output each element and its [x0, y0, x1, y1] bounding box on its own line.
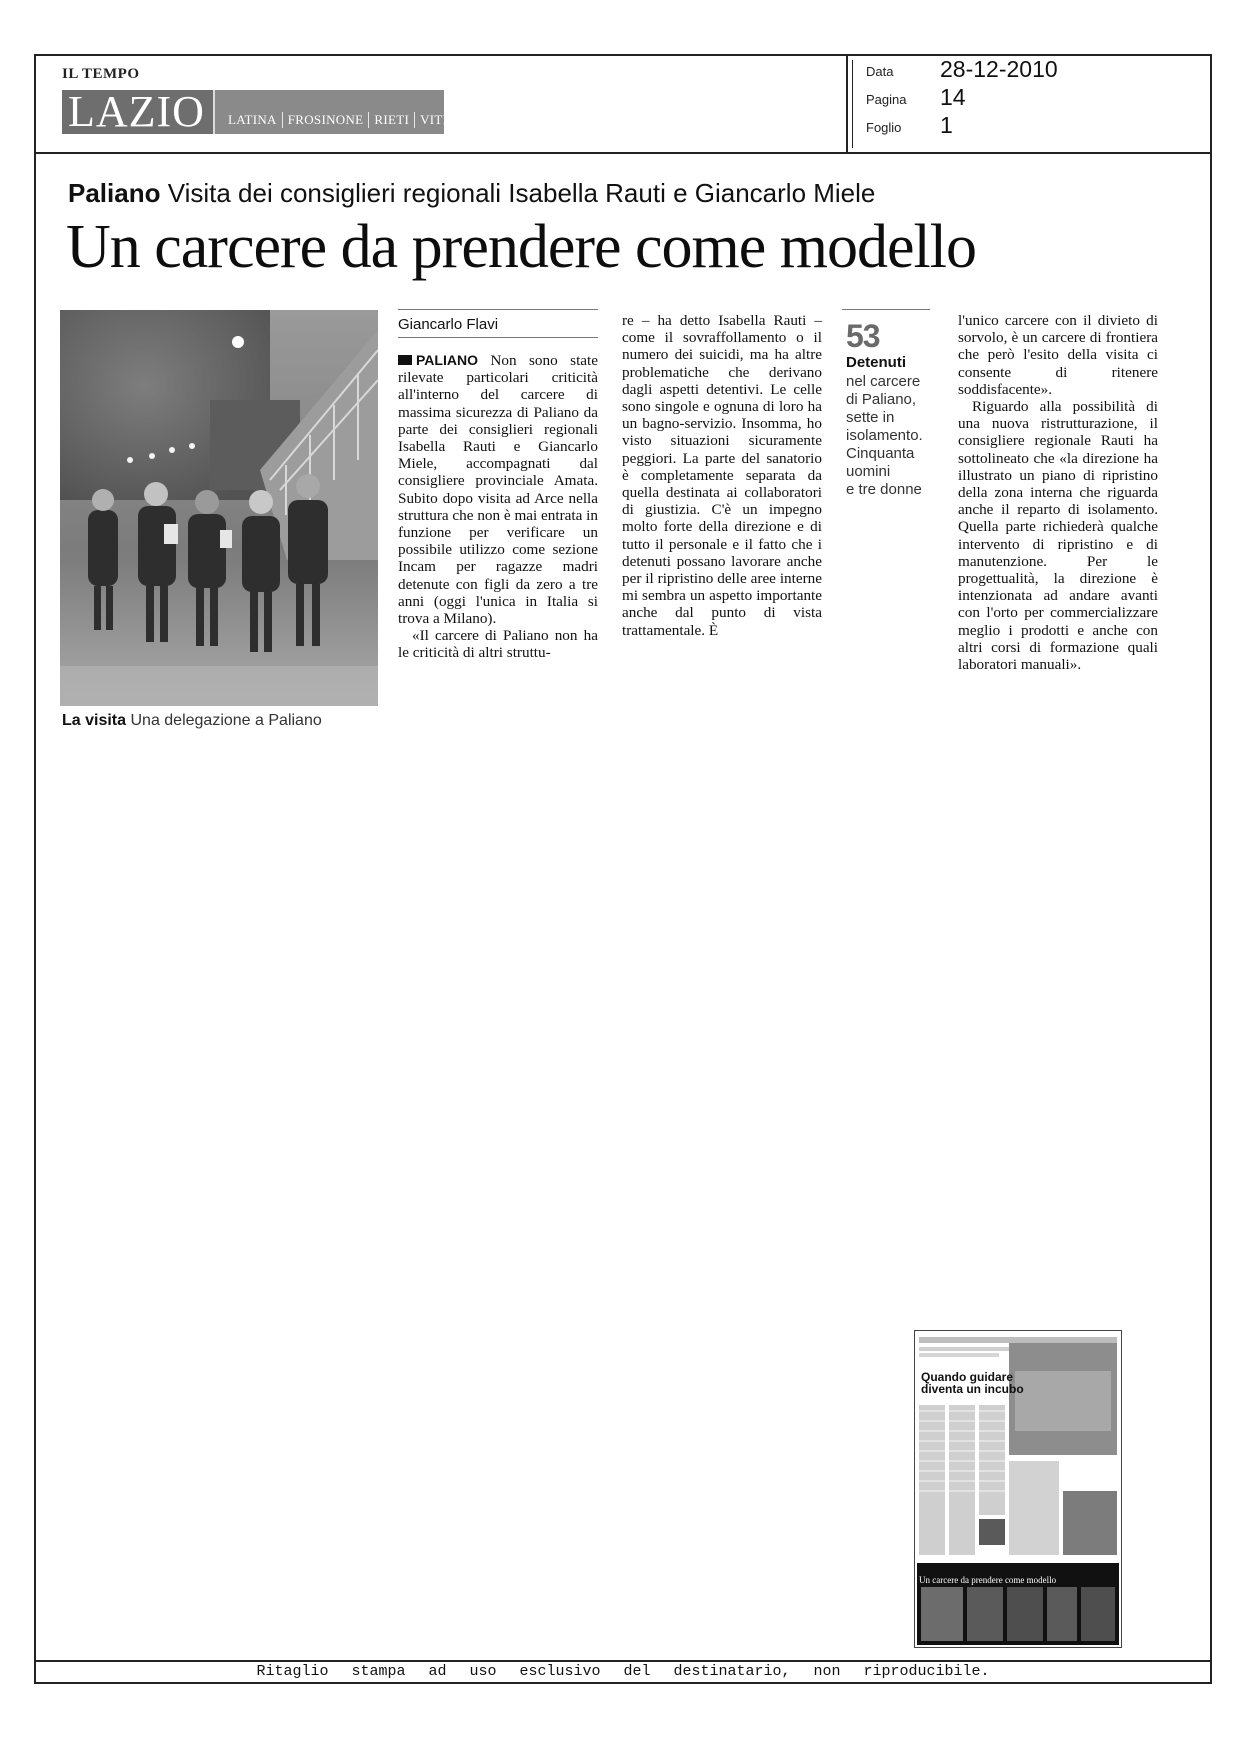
frame-right-border	[1210, 154, 1212, 1684]
date-label: Data	[866, 64, 894, 79]
dateline-square-icon	[398, 355, 412, 365]
city-frosinone: FROSINONE	[283, 112, 370, 128]
thumbnail-headline-line-2: diventa un incubo	[921, 1382, 1024, 1396]
article-column-4	[958, 312, 1158, 673]
header-divider	[846, 54, 848, 154]
header-inner-divider	[852, 60, 853, 148]
byline-top-rule	[398, 309, 598, 310]
page-label: Pagina	[866, 92, 907, 107]
frame-left-border	[34, 154, 36, 1684]
caption-text: Una delegazione a Paliano	[130, 712, 322, 729]
column-4-paragraph-2: Riguardo alla possibilità di una nuova ristrutturazione, il consigliere regionale Rauti ha sottolineato che «la direzione ha illustrato un piano di ripristino della zona interna che riguarda anche il reparto di isolamento. Quella parte richiederà qualche intervento di ripristino e di manutenzione. Per le progettualità, la direzione è intenzionata ad andare avanti con l'orto per commercializzare meglio i prodotti e anche con altri corsi di formazione quali laboratori manuali».	[958, 398, 1158, 674]
byline-bottom-rule	[398, 337, 598, 338]
stat-line: uomini	[846, 463, 891, 480]
footer-bottom-rule	[34, 1682, 1212, 1684]
column-2-paragraph-1: re – ha detto Isabella Rauti – come il sovraffollamento o il numero dei suicidi, ma ha altre problematiche che derivano dagli aspetti detentivi. Le celle sono singole e ognuna di loro ha un bagno-servizio. Insomma, ho visto situazioni sicuramente peggiori. La parte del sanatorio è completamente separata da quella destinata ai collaboratori di giustizia. C'è un impegno molto forte della direzione e di tutto il personale e il fatto che i detenuti possano lavorare anche per il ripristino delle aree interne mi sembra un aspetto importante anche dal punto di vista trattamentale. È	[622, 312, 822, 639]
kicker-place: Paliano	[68, 178, 161, 208]
city-latina: LATINA	[223, 112, 283, 128]
dateline: PALIANO	[416, 352, 478, 368]
article-byline: Giancarlo Flavi	[398, 316, 499, 333]
footer-disclaimer: Ritaglio stampa ad uso esclusivo del destinatario, non riproducibile.	[256, 1663, 990, 1680]
page-value: 14	[940, 84, 966, 110]
article-kicker	[68, 178, 875, 209]
stat-label: Detenuti	[846, 354, 906, 371]
column-1-paragraph-2: «Il carcere di Paliano non ha le criticità di altri struttu-	[398, 627, 598, 662]
thumbnail-headline-line-1: Quando guidare	[921, 1370, 1014, 1384]
section-cities	[215, 90, 484, 134]
thumbnail-headline	[921, 1371, 1024, 1395]
kicker-text: Visita dei consiglieri regionali Isabella Rauti e Giancarlo Miele	[167, 178, 876, 208]
article-column-2	[622, 312, 822, 639]
section-logo	[62, 87, 479, 136]
column-1-paragraph-1	[398, 352, 598, 627]
page-thumbnail	[914, 1330, 1122, 1648]
thumbnail-article-title: Un carcere da prendere come modello	[919, 1575, 1057, 1585]
stat-line: di Paliano,	[846, 391, 917, 408]
city-viterbo: VITERBO	[420, 112, 479, 127]
article-column-1	[398, 352, 598, 662]
photo-caption	[62, 712, 322, 730]
stat-rule	[842, 309, 930, 310]
sheet-label: Foglio	[866, 120, 902, 135]
sheet-value: 1	[940, 112, 953, 138]
date-value: 28-12-2010	[940, 56, 1058, 82]
stat-line: Cinquanta	[846, 445, 915, 462]
stat-line: nel carcere	[846, 373, 921, 390]
column-4-paragraph-1: l'unico carcere con il divieto di sorvolo, è un carcere di frontiera che però l'esito della visita ci consente di ritenere soddisfacente».	[958, 312, 1158, 398]
stat-line: isolamento.	[846, 427, 923, 444]
article-photo	[60, 310, 378, 706]
section-name: LAZIO	[62, 90, 215, 134]
stat-line: e tre donne	[846, 481, 922, 498]
caption-title: La visita	[62, 712, 127, 729]
photo-illustration	[60, 310, 378, 706]
stat-description	[846, 373, 956, 499]
stat-line: sette in	[846, 409, 895, 426]
stat-number: 53	[846, 318, 880, 354]
city-rieti: RIETI	[369, 112, 415, 128]
article-headline: Un carcere da prendere come modello	[66, 213, 976, 281]
column-1-text-1: Non sono state rilevate particolari criticità all'interno del carcere di massima sicurezza di Paliano da parte dei consiglieri regionali Isabella Rauti e Giancarlo Miele, accompagnati dal consigliere provinciale Amata. Subito dopo visita ad Arce nella struttura che non è mai entrata in funzione per verificare un possibile utilizzo come sezione Incam per ragazze madri detenute con figli da zero a tre anni (oggi l'unica in Italia si trova a Milano).	[398, 352, 598, 628]
paper-name: IL TEMPO	[62, 66, 140, 82]
